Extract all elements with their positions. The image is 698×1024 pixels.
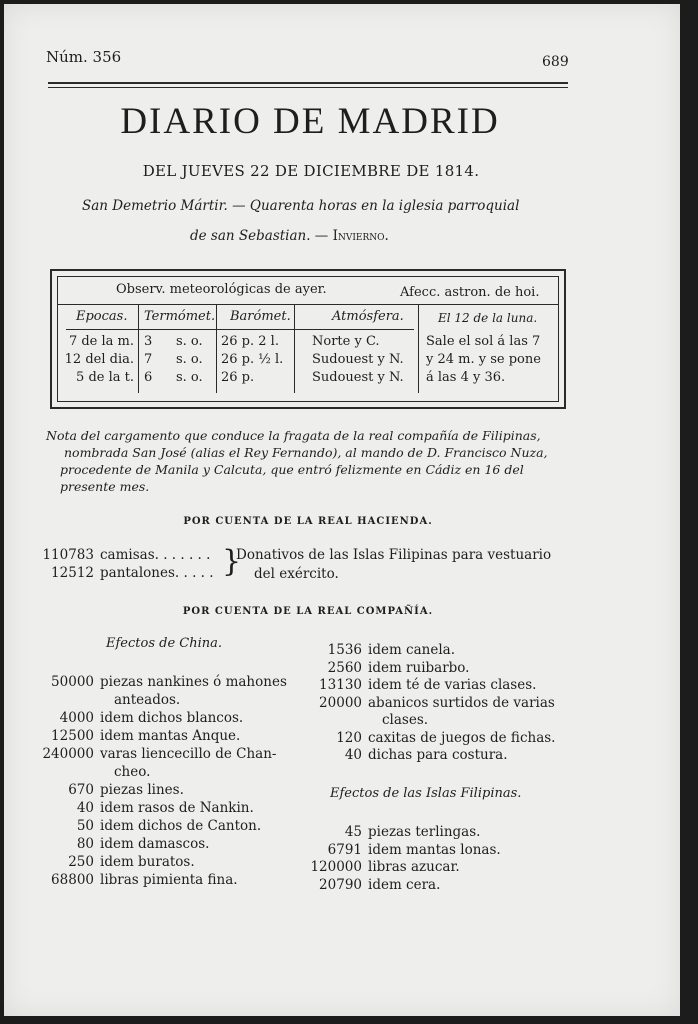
china-item-text: piezas nankines ó mahones (100, 674, 287, 690)
weather-divider-1 (138, 305, 139, 393)
nota-line3: procedente de Manila y Calcuta, que entró felizmente en Cádiz en 16 del (60, 462, 524, 477)
row3-epoca: 5 de la t. (76, 370, 134, 385)
top-rule-thin (48, 87, 568, 88)
col-epocas: Epocas. (76, 309, 128, 324)
newspaper-page (4, 4, 680, 1016)
row1-baro: 26 p. 2 l. (221, 334, 279, 349)
row1-epoca: 7 de la m. (68, 334, 134, 349)
china-item-text: idem dichos de Canton. (100, 818, 262, 834)
hacienda-heading: POR CUENTA DE LA REAL HACIENDA. (183, 516, 433, 527)
nota-line4: presente mes. (60, 479, 150, 494)
right-item-text: caxitas de juegos de fichas. (368, 729, 556, 746)
hacienda-item-2: pantalones. . . . . (100, 565, 214, 581)
right-item-qty: 13130 (319, 677, 362, 693)
china-item-text: idem mantas Anque. (100, 728, 241, 744)
weather-header-rule (58, 304, 558, 305)
weather-right-heading: Afecc. astron. de hoi. (400, 285, 540, 300)
issue-number: Núm. 356 (46, 48, 122, 66)
weather-divider-4 (418, 305, 419, 393)
right-item-qty: 40 (344, 747, 362, 763)
right-item-qty: 2560 (327, 659, 362, 676)
china-item-qty: 4000 (59, 710, 94, 726)
china-item-text: idem rasos de Nankin. (100, 800, 254, 816)
china-item-qty: 40 (76, 800, 94, 816)
china-item-text: libras pimienta fina. (100, 872, 238, 888)
weather-table-inner (57, 276, 559, 402)
right-item-text: idem té de varias clases. (368, 677, 537, 693)
filipinas-item-text: libras azucar. (368, 859, 460, 875)
season-label: Invierno. (332, 228, 389, 244)
hacienda-qty-1: 110783 (42, 547, 94, 563)
page-number: 689 (542, 54, 569, 70)
nota-line2: nombrada San José (alias el Rey Fernando), al mando de D. Francisco Nuza, (64, 445, 548, 460)
moon-line2: y 24 m. y se pone (426, 352, 541, 367)
row3-term-val: 6 (144, 370, 153, 385)
china-item-text: idem damascos. (100, 836, 210, 852)
china-item-qty: 12500 (51, 728, 94, 744)
china-item-text: varas liencecillo de Chan- (100, 746, 277, 762)
right-item-qty: 120 (336, 729, 362, 746)
filipinas-item-text: piezas terlingas. (368, 824, 481, 840)
china-item-qty: 80 (76, 836, 94, 852)
filipinas-item-qty: 120000 (310, 859, 362, 875)
row1-atmos: Norte y C. (312, 334, 380, 349)
row3-term-dir: s. o. (176, 370, 203, 385)
nota-line1: Nota del cargamento que conduce la fragata de la real compañía de Filipinas, (46, 428, 541, 443)
filipinas-item-qty: 6791 (327, 841, 362, 858)
right-item-text: idem canela. (368, 642, 455, 658)
filipinas-item-qty: 20790 (319, 876, 362, 893)
col-luna: El 12 de la luna. (438, 311, 538, 325)
col-barometro: Barómet. (230, 309, 291, 324)
china-item-qty: 50000 (51, 674, 94, 690)
right-item-qty: 20000 (319, 694, 362, 711)
hacienda-qty-2: 12512 (51, 565, 94, 581)
row2-atmos: Sudouest y N. (312, 352, 404, 367)
masthead-title: DIARIO DE MADRID (120, 101, 500, 142)
filipinas-item-qty: 45 (344, 824, 362, 840)
saint-of-day-line2 (190, 228, 389, 244)
moon-line1: Sale el sol á las 7 (426, 334, 541, 349)
row3-baro: 26 p. (221, 370, 255, 385)
china-item-qty: 670 (68, 782, 94, 798)
row3-atmos: Sudouest y N. (312, 370, 404, 385)
filipinas-item-text: idem mantas lonas. (368, 841, 501, 858)
compania-heading: POR CUENTA DE LA REAL COMPAÑÍA. (182, 606, 434, 617)
weather-divider-2 (216, 305, 217, 393)
weather-left-heading: Observ. meteorológicas de ayer. (116, 282, 327, 297)
filipinas-item-text: idem cera. (368, 876, 441, 893)
hacienda-item-1: camisas. . . . . . . (100, 547, 211, 563)
hacienda-brace: } (222, 544, 242, 579)
hacienda-note-line2: del exército. (254, 566, 339, 582)
right-item-text: idem ruibarbo. (368, 659, 470, 676)
weather-col-rule (66, 329, 414, 330)
filipinas-heading: Efectos de las Islas Filipinas. (330, 786, 522, 801)
china-item-text: idem dichos blancos. (100, 710, 244, 726)
right-item-text: abanicos surtidos de varias (368, 694, 555, 711)
china-item-qty: 250 (68, 854, 94, 870)
hacienda-note-line1: Donativos de las Islas Filipinas para vestuario (236, 547, 552, 563)
row2-baro: 26 p. ½ l. (221, 352, 284, 367)
row2-term-val: 7 (144, 352, 153, 367)
saint-line2-text: de san Sebastian. — (190, 228, 329, 244)
weather-table (50, 269, 566, 409)
weather-divider-3 (294, 305, 295, 393)
row1-term-val: 3 (144, 334, 153, 349)
china-item-qty: 68800 (51, 872, 94, 888)
china-heading: Efectos de China. (106, 636, 223, 651)
china-item-text: idem buratos. (100, 854, 195, 870)
dateline: DEL JUEVES 22 DE DICIEMBRE DE 1814. (142, 162, 480, 180)
col-atmosfera: Atmósfera. (332, 309, 404, 324)
china-item-text: piezas lines. (100, 782, 184, 798)
row2-term-dir: s. o. (176, 352, 203, 367)
moon-line3: á las 4 y 36. (426, 370, 506, 385)
top-rule (48, 82, 568, 84)
china-item-qty: 50 (76, 818, 94, 834)
china-item-text: anteados. (114, 692, 181, 708)
right-item-text: dichas para costura. (368, 747, 508, 763)
saint-of-day-line1: San Demetrio Mártir. — Quarenta horas en la iglesia parroquial (82, 198, 520, 214)
row2-epoca: 12 del dia. (64, 352, 134, 367)
right-item-text: clases. (382, 712, 429, 728)
china-item-text: cheo. (114, 764, 151, 780)
col-termometro: Termómet. (144, 309, 216, 324)
row1-term-dir: s. o. (176, 334, 203, 349)
china-item-qty: 240000 (42, 746, 94, 762)
right-item-qty: 1536 (327, 642, 362, 658)
